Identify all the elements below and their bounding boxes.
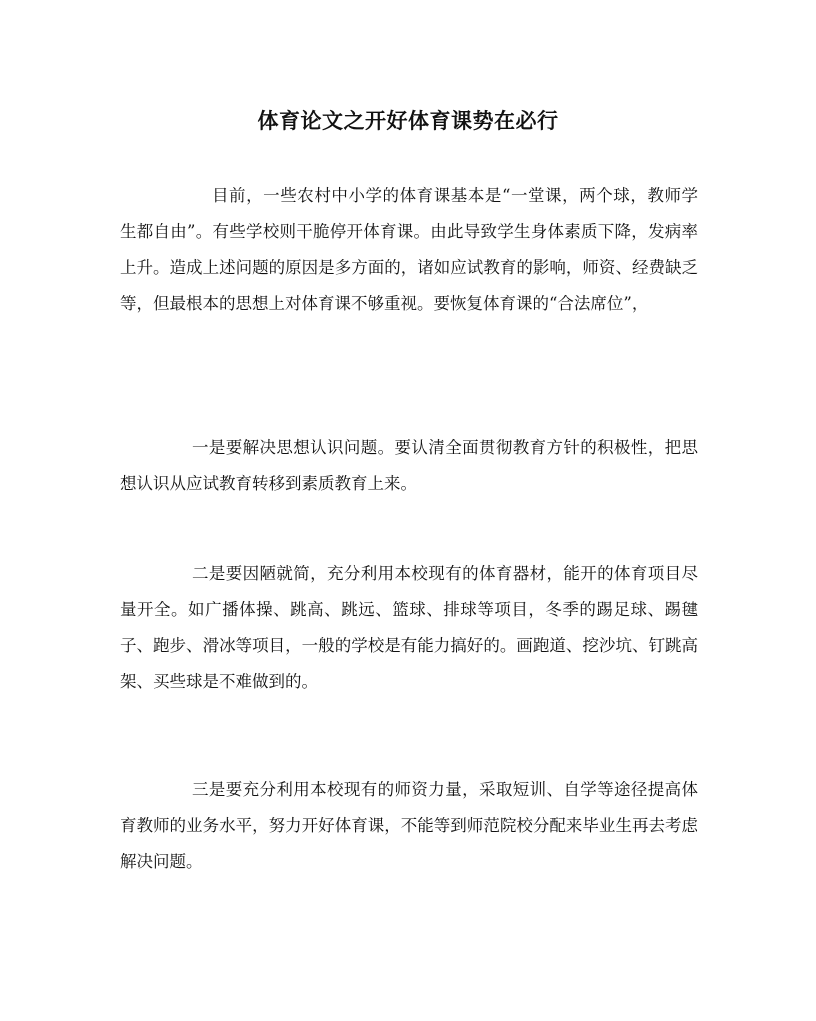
paragraph-point-one: 一是要解决思想认识问题。要认清全面贯彻教育方针的积极性，把思想认识从应试教育转移到素质教育上来。	[120, 438, 698, 493]
paragraph-point-three: 三是要充分利用本校现有的师资力量，采取短训、自学等途径提高体育教师的业务水平，努力开好体育课，不能等到师范院校分配来毕业生再去考虑解决问题。	[120, 780, 698, 871]
document-title: 体育论文之开好体育课势在必行	[257, 108, 559, 133]
paragraph-intro: 目前，一些农村中小学的体育课基本是“一堂课，两个球，教师学生都自由”。有些学校则干脆停开体育课。由此导致学生身体素质下降，发病率上升。造成上述问题的原因是多方面的，诸如应试教育的影响，师资、经费缺乏等，但最根本的思想上对体育课不够重视。要恢复体育课的“合法席位”，	[120, 186, 698, 313]
paragraph-point-two: 二是要因陋就简，充分利用本校现有的体育器材，能开的体育项目尽量开全。如广播体操、跳高、跳远、篮球、排球等项目，冬季的踢足球、踢毽子、跑步、滑冰等项目，一般的学校是有能力搞好的。画跑道、挖沙坑、钉跳高架、买些球是不难做到的。	[120, 564, 698, 691]
